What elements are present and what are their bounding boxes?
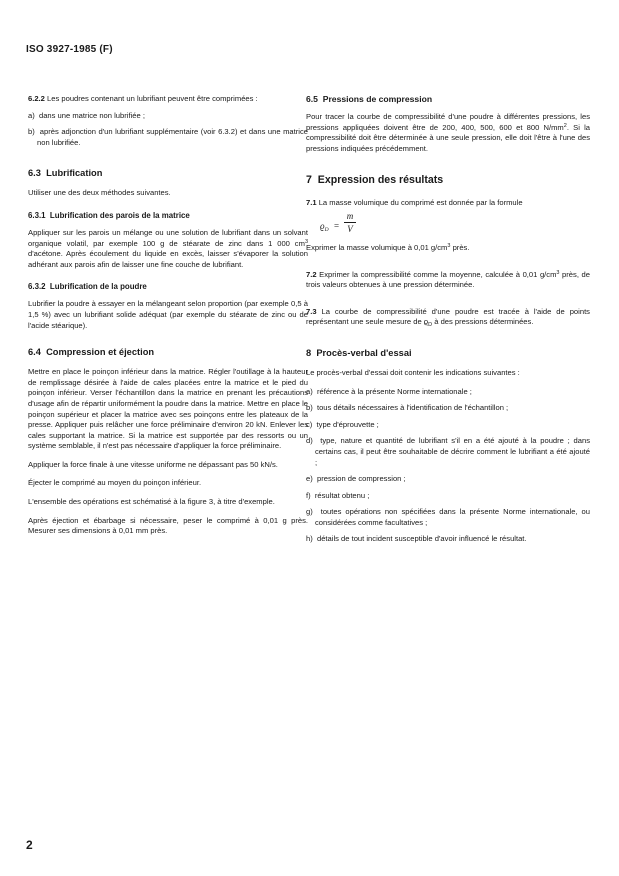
density-formula	[306, 209, 590, 243]
heading-6-5: 6.5 Pressions de compression	[306, 94, 433, 104]
list-item: f) résultat obtenu ;	[306, 490, 370, 500]
formula-rho: $ϱ_D$	[320, 220, 329, 233]
list-item: b) tous détails nécessaires à l'identification de l'échantillon ;	[306, 403, 509, 413]
clause-text: Les poudres contenant un lubrifiant peuvent être comprimées :	[47, 94, 258, 103]
paragraph: Après éjection et ébarbage si nécessaire, peser le comprimé à 0,01 g près. Mesurer ses dimensions à 0,01 mm près.	[28, 515, 308, 536]
heading-6-3: 6.3 Lubrification	[28, 168, 103, 179]
formula-denominator: V	[347, 223, 353, 234]
clause-number: 6.2.2	[28, 94, 45, 103]
heading-7: 7 Expression des résultats	[306, 174, 444, 187]
paragraph: Utiliser une des deux méthodes suivantes.	[28, 188, 171, 198]
list-item: g) toutes opérations non spécifiées dans la présente Norme internationale, ou considérées comme facultatives ;	[306, 507, 590, 527]
list-item: e) pression de compression ;	[306, 474, 406, 484]
list-item: h) détails de tout incident susceptible d'avoir influencé le résultat.	[306, 534, 527, 544]
list-item: a) dans une matrice non lubrifiée ;	[28, 110, 145, 120]
clause-7-3: 7.3 La courbe de compressibilité d'une poudre est tracée à l'aide de points représentant une seule mesure de $ϱ_D$ à des pressions déterminées.	[306, 306, 590, 329]
clause-7-2: 7.2 Exprimer la compressibilité comme la moyenne, calculée à 0,01 $g/cm^3$ près, de trois valeurs obtenues à une pression déterminée.	[306, 269, 590, 290]
formula-fraction	[344, 211, 356, 234]
paragraph: Appliquer sur les parois un mélange ou une solution de lubrifiant dans un solvant organique volatil, par exemple 100 g de stéarate de zinc dans 1 000 $cm^3$ d'acétone. Après écoulement du liquide en excès, laisser s'évaporer la solution adhérant aux parois afin de laisser une fine couche de lubrifiant.	[28, 227, 308, 269]
clause-6-2-2	[28, 94, 308, 105]
heading-8: 8 Procès-verbal d'essai	[306, 347, 412, 358]
paragraph: L'ensemble des opérations est schématisé à la figure 3, à titre d'exemple.	[28, 497, 275, 507]
formula-numerator: m	[346, 210, 354, 221]
list-item: d) type, nature et quantité de lubrifiant s'il en a été ajouté à la poudre ; dans certains cas, il peut être souhaitable de décrire comment le lubrifiant a été ajouté ;	[306, 436, 590, 467]
document-header: ISO 3927-1985 (F)	[26, 44, 113, 55]
right-column	[306, 94, 590, 545]
paragraph: Le procès-verbal d'essai doit contenir les indications suivantes :	[306, 367, 520, 377]
list-item: a) référence à la présente Norme internationale ;	[306, 386, 472, 396]
heading-6-3-2: 6.3.2 Lubrification de la poudre	[28, 282, 147, 292]
page-number: 2	[26, 838, 33, 852]
heading-6-4: 6.4 Compression et éjection	[28, 347, 155, 358]
paragraph: Mettre en place le poinçon inférieur dans la matrice. Régler l'outillage à la hauteur de remplissage désirée à l'aide de cales placées entre la matrice et le pied du poinçon inférieur. Verser l'échantillon dans la matrice en prenant les précautions d'usage afin de répartir uniformément la poudre dans la matrice. Mettre en place le poinçon supérieur et placer la matrice avec ses poinçons entre les plateaux de la presse. Appliquer puis relâcher une force préliminaire d'environ 20 kN. Enlever les cales supportant la matrice. Si la matrice est supportée par des ressorts ou un système semblable, il n'est pas nécessaire d'appliquer la force préliminaire.	[28, 367, 308, 451]
heading-6-3-1: 6.3.1 Lubrification des parois de la matrice	[28, 210, 190, 220]
paragraph: Exprimer la masse volumique à 0,01 $g/cm^3$ près.	[306, 242, 470, 252]
list-item: c) type d'éprouvette ;	[306, 419, 379, 429]
formula-equals: =	[334, 220, 340, 231]
paragraph: Pour tracer la courbe de compressibilité d'une poudre à différentes pressions, les pressions appliquées doivent être de 200, 400, 500, 600 et 800 $N/mm^2$. Si la compressibilité doit être déterminée à une seule pression, elle doit l'être à l'une des pressions indiquées précédemment.	[306, 112, 590, 153]
left-column	[28, 94, 308, 537]
clause-7-1: 7.1 La masse volumique du comprimé est donnée par la formule	[306, 198, 523, 208]
list-item: b) après adjonction d'un lubrifiant supplémentaire (voir 6.3.2) et dans une matrice non lubrifiée.	[28, 127, 308, 147]
paragraph: Éjecter le comprimé au moyen du poinçon inférieur.	[28, 478, 202, 488]
paragraph: Appliquer la force finale à une vitesse uniforme ne dépassant pas 50 kN/s.	[28, 459, 278, 469]
paragraph: Lubrifier la poudre à essayer en la mélangeant selon proportion (par exemple 0,5 à 1,5 %) avec un lubrifiant solide adéquat (par exemple du stéarate de zinc ou de l'acide stéarique).	[28, 299, 308, 330]
